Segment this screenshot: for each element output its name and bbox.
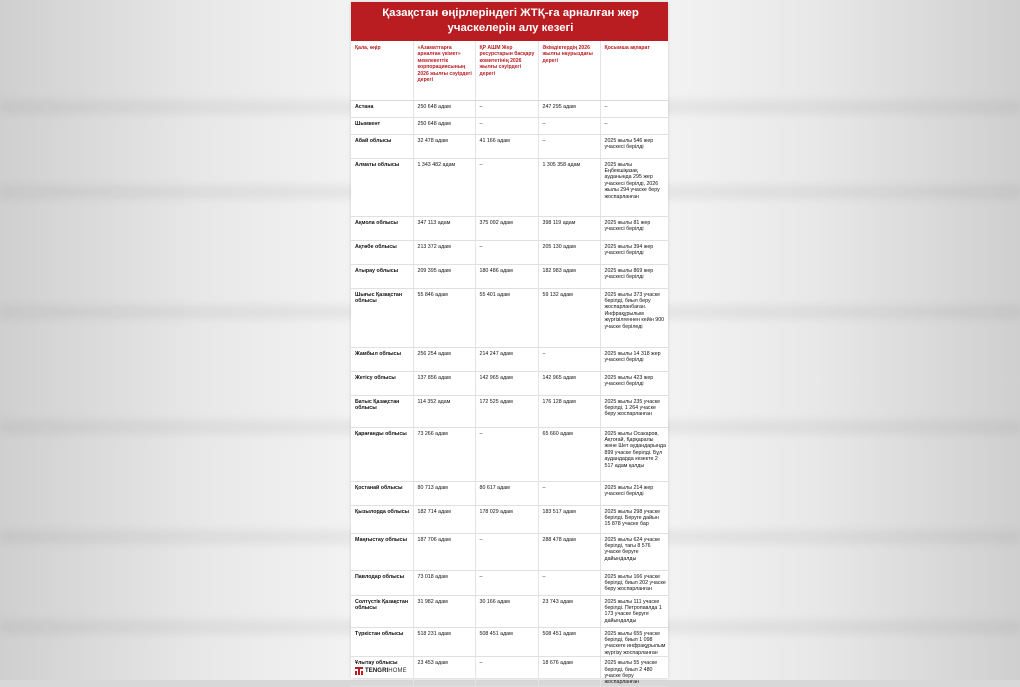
- additional-info-cell: 2025 жылы 235 учаске берілді, 1 264 учаске беру жоспарланған: [600, 395, 668, 427]
- region-cell: Алматы облысы: [351, 158, 413, 216]
- agri-ministry-cell: –: [475, 240, 538, 264]
- table-row: [351, 134, 668, 158]
- table-row: [351, 347, 668, 371]
- region-cell: Қарағанды облысы: [351, 427, 413, 481]
- agri-ministry-cell: 178 029 адам: [475, 505, 538, 533]
- region-cell: Абай облысы: [351, 134, 413, 158]
- table-row: [351, 158, 668, 216]
- column-header-akimats: Әкімдіктердің 2026 жылғы наурыздағы дерегі: [538, 41, 600, 100]
- gov-corp-cell: 73 018 адам: [413, 570, 475, 595]
- tengri-logo-icon: [355, 667, 363, 675]
- region-cell: Ұлытау облысы: [351, 657, 413, 687]
- gov-corp-cell: 518 231 адам: [413, 627, 475, 657]
- table-row: [351, 533, 668, 570]
- akimat-cell: 183 517 адам: [538, 505, 600, 533]
- additional-info-cell: 2025 жылы 546 жер учаскесі берілді: [600, 134, 668, 158]
- region-cell: Түркістан облысы: [351, 627, 413, 657]
- agri-ministry-cell: 172 525 адам: [475, 395, 538, 427]
- region-cell: Ақтөбе облысы: [351, 240, 413, 264]
- agri-ministry-cell: 41 166 адам: [475, 134, 538, 158]
- akimat-cell: 247 295 адам: [538, 100, 600, 117]
- gov-corp-cell: 23 453 адам: [413, 657, 475, 687]
- region-cell: Батыс Қазақстан облысы: [351, 395, 413, 427]
- gov-corp-cell: 256 254 адам: [413, 347, 475, 371]
- region-cell: Шымкент: [351, 117, 413, 134]
- gov-corp-cell: 347 113 адам: [413, 216, 475, 240]
- additional-info-cell: 2025 жылы 298 учаске берілді. Беруге дайын 15 878 учаске бар: [600, 505, 668, 533]
- agri-ministry-cell: –: [475, 158, 538, 216]
- gov-corp-cell: 114 352 адам: [413, 395, 475, 427]
- additional-info-cell: 2025 жылы 394 жер учаскесі берілді: [600, 240, 668, 264]
- region-cell: Атырау облысы: [351, 264, 413, 288]
- table-row: [351, 481, 668, 505]
- additional-info-cell: 2025 жылы 55 учаске берілді, биыл 2 480 учаске беру жоспарланған: [600, 657, 668, 687]
- column-header-gov-corp: «Азаматтарға арналған үкімет» мемлекеттік корпорациясының 2026 жылғы сәуірдегі дерегі: [413, 41, 475, 100]
- additional-info-cell: 2025 жылы 14 318 жер учаскесі берілді: [600, 347, 668, 371]
- agri-ministry-cell: 142 965 адам: [475, 371, 538, 395]
- agri-ministry-cell: 55 401 адам: [475, 288, 538, 347]
- table-row: [351, 395, 668, 427]
- region-cell: Жетісу облысы: [351, 371, 413, 395]
- gov-corp-cell: 55 846 адам: [413, 288, 475, 347]
- akimat-cell: 18 676 адам: [538, 657, 600, 687]
- table-row: [351, 371, 668, 395]
- akimat-cell: 142 965 адам: [538, 371, 600, 395]
- logo-wordmark: [365, 668, 407, 674]
- akimat-cell: –: [538, 347, 600, 371]
- additional-info-cell: 2025 жылы 423 жер учаскесі берілді: [600, 371, 668, 395]
- akimat-cell: 398 119 адам: [538, 216, 600, 240]
- region-cell: Солтүстік Қазақстан облысы: [351, 595, 413, 627]
- gov-corp-cell: 1 343 482 адам: [413, 158, 475, 216]
- footer-logo: [355, 667, 407, 675]
- logo-wordmark-bold: TENGRI: [365, 668, 389, 674]
- akimat-cell: 182 983 адам: [538, 264, 600, 288]
- data-table: [351, 41, 668, 687]
- table-body: [351, 100, 668, 687]
- additional-info-cell: 2025 жылы 624 учаске берілді, тағы 8 576 учаске беруге дайындалды: [600, 533, 668, 570]
- agri-ministry-cell: 30 166 адам: [475, 595, 538, 627]
- column-header-agri-ministry: ҚР АШМ Жер ресурстарын басқару комитетінің 2026 жылғы сәуірдегі дерегі: [475, 41, 538, 100]
- additional-info-cell: 2025 жылы Осакаров, Ақтоғай, Қарқаралы және Шет аудандарында 899 учаске берілді. Бұл аудандарда кезекте 2 517 адам қалды: [600, 427, 668, 481]
- logo-wordmark-light: HOME: [388, 668, 407, 674]
- document-title: Қазақстан өңірлеріндегі ЖТҚ-ға арналған жер учаскелерін алу кезегі: [382, 7, 639, 34]
- additional-info-cell: 2025 жылы 373 учаске берілді, биыл беру жоспарланбаған. Инфрақұрылым жүргізілгеннен кейін 900 учаске беріледі: [600, 288, 668, 347]
- gov-corp-cell: 73 266 адам: [413, 427, 475, 481]
- akimat-cell: 508 451 адам: [538, 627, 600, 657]
- additional-info-cell: –: [600, 117, 668, 134]
- agri-ministry-cell: –: [475, 100, 538, 117]
- gov-corp-cell: 137 856 адам: [413, 371, 475, 395]
- gov-corp-cell: 213 372 адам: [413, 240, 475, 264]
- table-row: [351, 595, 668, 627]
- additional-info-cell: 2025 жылы 869 жер учаскесі берілді: [600, 264, 668, 288]
- agri-ministry-cell: –: [475, 657, 538, 687]
- gov-corp-cell: 250 648 адам: [413, 117, 475, 134]
- column-header-region: Қала, өңір: [351, 41, 413, 100]
- akimat-cell: 59 132 адам: [538, 288, 600, 347]
- gov-corp-cell: 187 706 адам: [413, 533, 475, 570]
- gov-corp-cell: 250 648 адам: [413, 100, 475, 117]
- akimat-cell: –: [538, 117, 600, 134]
- table-row: [351, 216, 668, 240]
- additional-info-cell: 2025 жылы 166 учаске берілді, биыл 202 учаске беру жоспарланған: [600, 570, 668, 595]
- infographic-document: [351, 2, 668, 686]
- table-row: [351, 264, 668, 288]
- agri-ministry-cell: –: [475, 533, 538, 570]
- akimat-cell: 23 743 адам: [538, 595, 600, 627]
- gov-corp-cell: 80 713 адам: [413, 481, 475, 505]
- agri-ministry-cell: 375 092 адам: [475, 216, 538, 240]
- table-row: [351, 100, 668, 117]
- additional-info-cell: –: [600, 100, 668, 117]
- region-cell: Маңғыстау облысы: [351, 533, 413, 570]
- agri-ministry-cell: 180 486 адам: [475, 264, 538, 288]
- akimat-cell: 65 660 адам: [538, 427, 600, 481]
- title-banner: [351, 2, 668, 41]
- table-row: [351, 288, 668, 347]
- akimat-cell: 176 128 адам: [538, 395, 600, 427]
- agri-ministry-cell: 214 247 адам: [475, 347, 538, 371]
- region-cell: Шығыс Қазақстан облысы: [351, 288, 413, 347]
- region-cell: Қостанай облысы: [351, 481, 413, 505]
- akimat-cell: 205 130 адам: [538, 240, 600, 264]
- table-row: [351, 427, 668, 481]
- additional-info-cell: 2025 жылы 81 жер учаскесі берілді: [600, 216, 668, 240]
- agri-ministry-cell: 508 451 адам: [475, 627, 538, 657]
- akimat-cell: –: [538, 481, 600, 505]
- additional-info-cell: 2025 жылы Еңбекшіқазақ ауданында 295 жер учаскесі берілді, 2026 жылы 294 учаске беру жоспарланған: [600, 158, 668, 216]
- region-cell: Жамбыл облысы: [351, 347, 413, 371]
- column-header-additional-info: Қосымша ақпарат: [600, 41, 668, 100]
- table-header-row: [351, 41, 668, 100]
- akimat-cell: 1 305 358 адам: [538, 158, 600, 216]
- region-cell: Астана: [351, 100, 413, 117]
- table-row: [351, 240, 668, 264]
- akimat-cell: –: [538, 134, 600, 158]
- gov-corp-cell: 32 478 адам: [413, 134, 475, 158]
- gov-corp-cell: 209 395 адам: [413, 264, 475, 288]
- additional-info-cell: 2025 жылы 214 жер учаскесі берілді: [600, 481, 668, 505]
- table-row: [351, 505, 668, 533]
- agri-ministry-cell: –: [475, 427, 538, 481]
- region-cell: Павлодар облысы: [351, 570, 413, 595]
- gov-corp-cell: 31 982 адам: [413, 595, 475, 627]
- table-row: [351, 627, 668, 657]
- agri-ministry-cell: –: [475, 117, 538, 134]
- additional-info-cell: 2025 жылы 111 учаске берілді. Петропавлда 1 173 учаске беруге дайындалды: [600, 595, 668, 627]
- gov-corp-cell: 182 714 адам: [413, 505, 475, 533]
- agri-ministry-cell: 80 617 адам: [475, 481, 538, 505]
- additional-info-cell: 2025 жылы 655 учаске берілді, биыл 1 098 учаскеге инфрақұрылым жүргізу жоспарланған: [600, 627, 668, 657]
- region-cell: Қызылорда облысы: [351, 505, 413, 533]
- region-cell: Ақмола облысы: [351, 216, 413, 240]
- akimat-cell: 288 478 адам: [538, 533, 600, 570]
- table-row: [351, 570, 668, 595]
- akimat-cell: –: [538, 570, 600, 595]
- table-row: [351, 117, 668, 134]
- agri-ministry-cell: –: [475, 570, 538, 595]
